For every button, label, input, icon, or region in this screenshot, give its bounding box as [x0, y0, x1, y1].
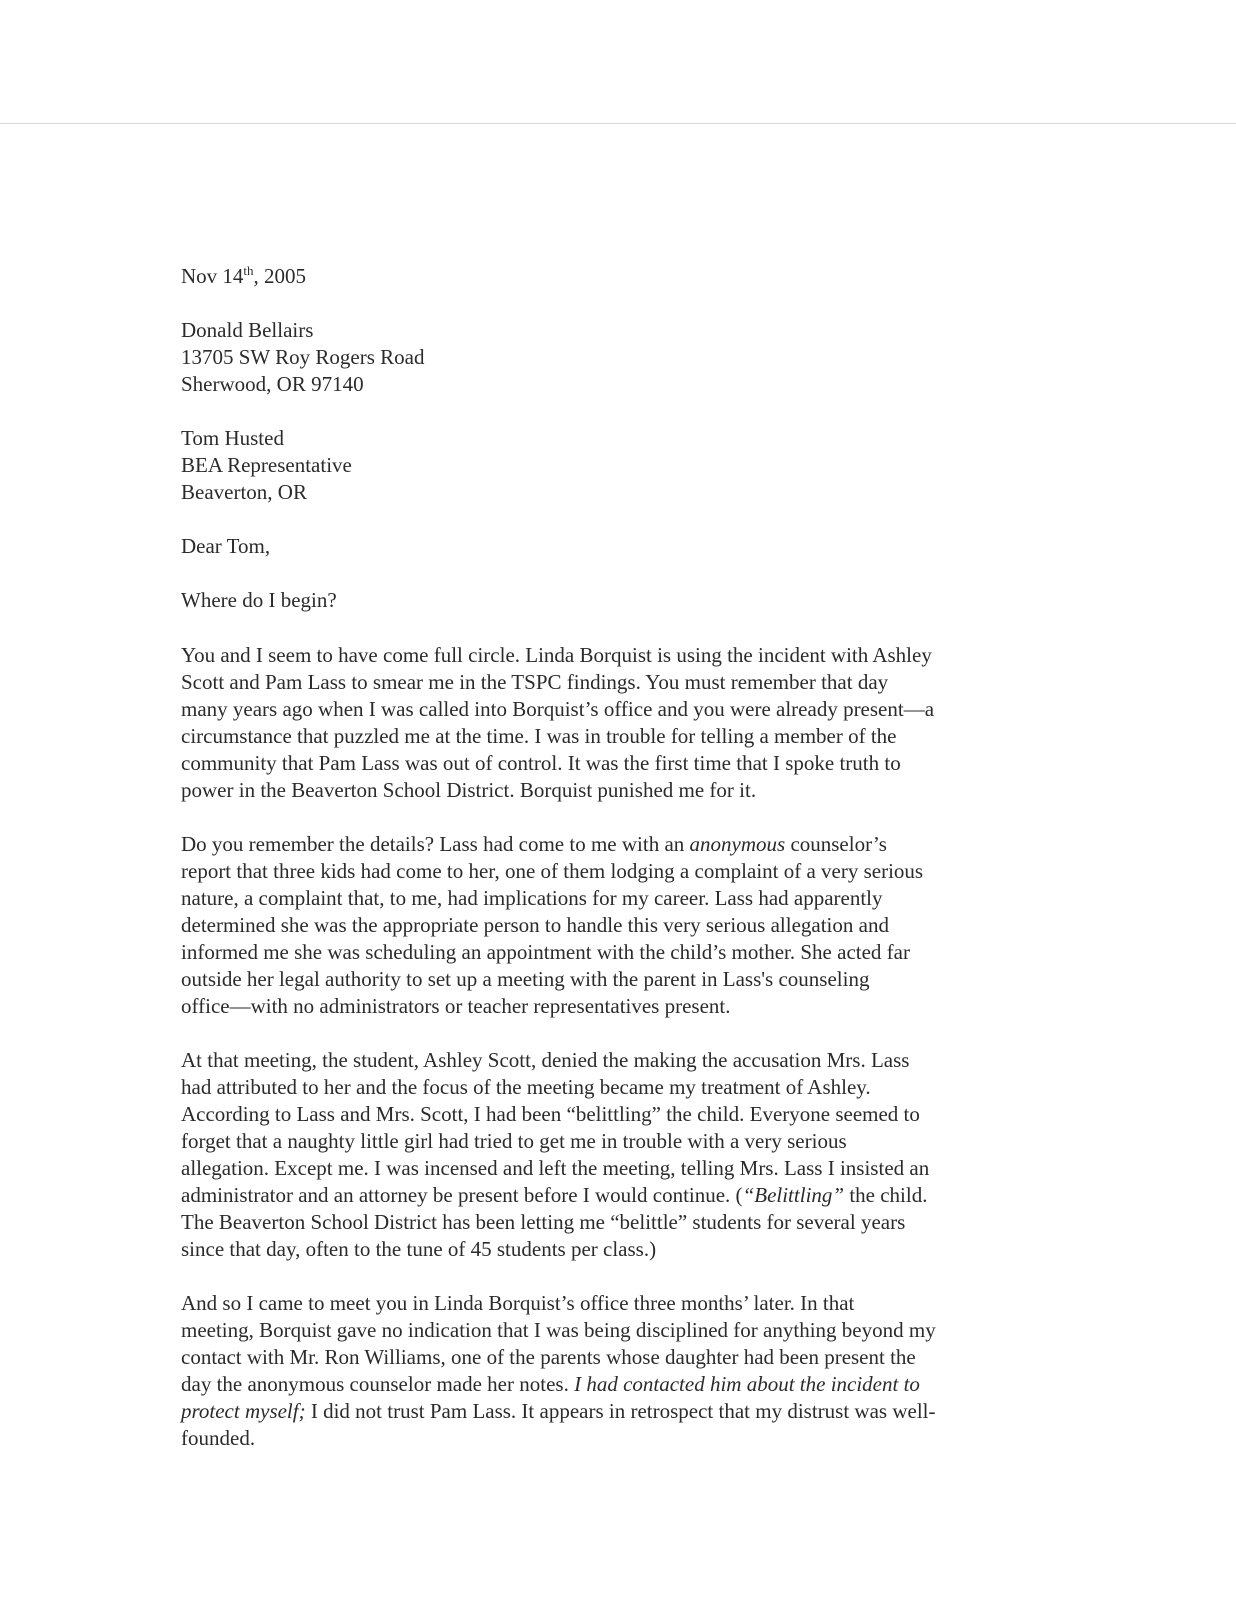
salutation: Dear Tom, [181, 534, 271, 558]
paragraph-line: had attributed to her and the focus of the meeting became my treatment of Ashley. [181, 1075, 871, 1099]
letter-body [181, 263, 1051, 1479]
recipient-city: Beaverton, OR [181, 480, 307, 504]
recipient-address [181, 425, 1051, 506]
emphasis-protect: protect myself; [181, 1399, 306, 1423]
paragraph-line: many years ago when I was called into Borquist’s office and you were already present—a [181, 697, 935, 721]
paragraph-line: community that Pam Lass was out of control. It was the first time that I spoke truth to [181, 751, 901, 775]
text-segment: the child. [844, 1183, 928, 1207]
recipient-name: Tom Husted [181, 426, 284, 450]
paragraph-line: You and I seem to have come full circle. Linda Borquist is using the incident with Ashley [181, 643, 932, 667]
paragraph-line: report that three kids had come to her, one of them lodging a complaint of a very serious [181, 859, 924, 883]
paragraph-line: And so I came to meet you in Linda Borquist’s office three months’ later. In that [181, 1291, 855, 1315]
paragraph-line: determined she was the appropriate person to handle this very serious allegation and [181, 913, 889, 937]
sender-name: Donald Bellairs [181, 318, 314, 342]
paragraph-line: office—with no administrators or teacher representatives present. [181, 994, 731, 1018]
paragraph-1 [181, 642, 1051, 804]
paragraph-4 [181, 1290, 1051, 1452]
paragraph-line: According to Lass and Mrs. Scott, I had been “belittling” the child. Everyone seemed to [181, 1102, 920, 1126]
paragraph-line: informed me she was scheduling an appointment with the child’s mother. She acted far [181, 940, 910, 964]
date-year: , 2005 [253, 264, 307, 288]
text-segment: I did not trust Pam Lass. It appears in retrospect that my distrust was well- [305, 1399, 936, 1423]
paragraph-line: founded. [181, 1426, 256, 1450]
paragraph-line: power in the Beaverton School District. Borquist punished me for it. [181, 778, 757, 802]
paragraph-line: contact with Mr. Ron Williams, one of the parents whose daughter had been present the [181, 1345, 916, 1369]
paragraph-line: meeting, Borquist gave no indication that I was being disciplined for anything beyond my [181, 1318, 936, 1342]
scan-edge-line [0, 123, 1236, 124]
emphasis-contacted: I had contacted him about the incident to [574, 1372, 920, 1396]
paragraph-line: allegation. Except me. I was incensed and left the meeting, telling Mrs. Lass I insisted an [181, 1156, 930, 1180]
sender-city: Sherwood, OR 97140 [181, 372, 364, 396]
paragraph-line: Scott and Pam Lass to smear me in the TSPC findings. You must remember that day [181, 670, 889, 694]
text-segment: counselor’s [785, 832, 887, 856]
opening-line: Where do I begin? [181, 588, 337, 612]
paragraph-line [181, 1398, 1051, 1425]
sender-address [181, 317, 1051, 398]
paragraph-line: circumstance that puzzled me at the time. I was in trouble for telling a member of the [181, 724, 897, 748]
paragraph-line [181, 1182, 1051, 1209]
paragraph-line: At that meeting, the student, Ashley Scott, denied the making the accusation Mrs. Lass [181, 1048, 910, 1072]
paragraph-line [181, 1371, 1051, 1398]
paragraph-line [181, 831, 1051, 858]
paragraph-line: forget that a naughty little girl had tried to get me in trouble with a very serious [181, 1129, 847, 1153]
letter-date [181, 263, 1051, 290]
text-segment: day the anonymous counselor made her notes. [181, 1372, 575, 1396]
emphasis-anonymous: anonymous [689, 832, 786, 856]
sender-street: 13705 SW Roy Rogers Road [181, 345, 425, 369]
text-segment: Do you remember the details? Lass had come to me with an [181, 832, 690, 856]
paragraph-line: outside her legal authority to set up a meeting with the parent in Lass's counseling [181, 967, 870, 991]
paragraph-3 [181, 1047, 1051, 1263]
emphasis-belittling: “Belittling” [742, 1183, 845, 1207]
date-suffix: th [243, 263, 254, 278]
paragraph-line: nature, a complaint that, to me, had implications for my career. Lass had apparently [181, 886, 883, 910]
text-segment: administrator and an attorney be present before I would continue. ( [181, 1183, 743, 1207]
recipient-title: BEA Representative [181, 453, 352, 477]
paragraph-line: The Beaverton School District has been letting me “belittle” students for several years [181, 1210, 906, 1234]
date-month-day: Nov 14 [181, 264, 244, 288]
paragraph-2 [181, 831, 1051, 1020]
paragraph-line: since that day, often to the tune of 45 students per class.) [181, 1237, 657, 1261]
